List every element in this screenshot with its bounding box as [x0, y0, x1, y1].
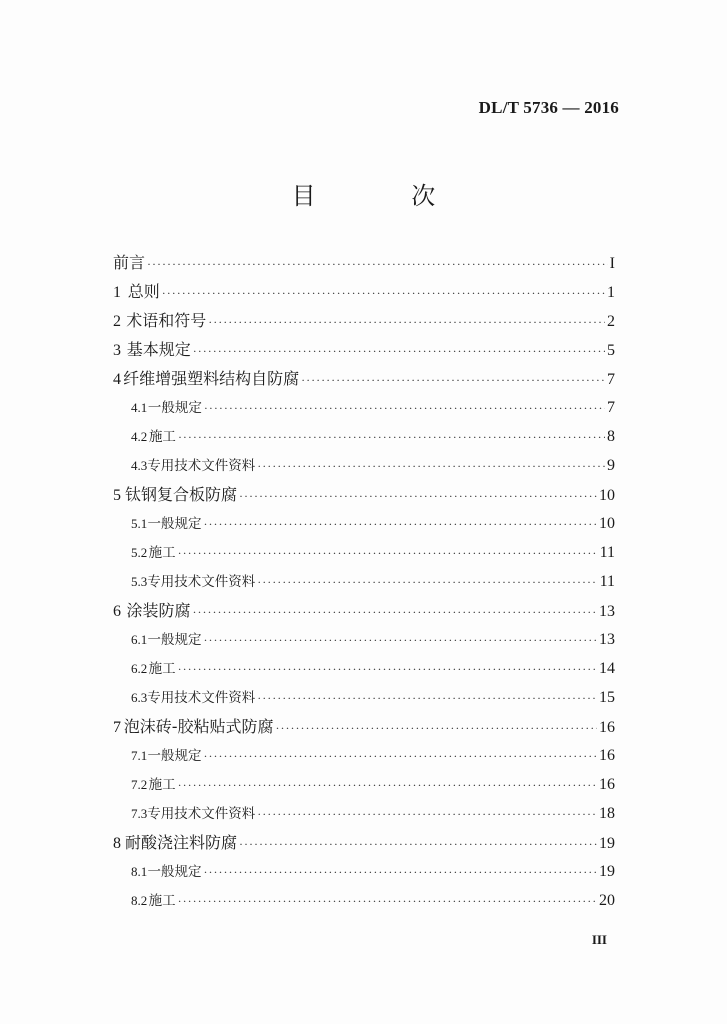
toc-entry-label: 耐酸浇注料防腐: [124, 833, 237, 852]
toc-entry-label: 专用技术文件资料: [147, 806, 256, 822]
toc-entry-number: 4: [113, 371, 121, 388]
toc-entry-page: 1: [607, 284, 615, 301]
toc-entry-label: 一般规定: [147, 516, 202, 532]
toc-entry-label: 施工: [148, 893, 176, 909]
page-title: 目 次: [291, 182, 480, 210]
toc-entry-number: 5.1: [131, 516, 148, 531]
dot-leader: [178, 423, 605, 452]
toc-entry-page: 9: [607, 457, 615, 474]
toc-entry-page: 16: [599, 719, 615, 736]
toc-entry-number: 6: [113, 603, 121, 620]
toc-entry-page: 5: [607, 342, 615, 359]
toc-entry-number: 8.1: [131, 864, 148, 879]
dot-leader: [204, 626, 597, 655]
toc-entry-number: 5.2: [131, 545, 148, 560]
toc-entry-number: 7: [113, 719, 121, 736]
dot-leader: [178, 771, 597, 800]
toc-entry-label: 专用技术文件资料: [147, 690, 256, 706]
toc-entry[interactable]: [113, 567, 615, 596]
toc-entry-number: 4.1: [131, 400, 148, 415]
toc-entry-label: 一般规定: [147, 632, 202, 648]
toc-entry-page: 20: [599, 892, 615, 909]
toc-entry-number: 6.1: [131, 632, 148, 647]
toc-entry-label: 钛钢复合板防腐: [124, 485, 237, 504]
dot-leader: [257, 800, 597, 829]
toc-entry-label: 施工: [148, 777, 176, 793]
toc-entry-page: 10: [599, 487, 615, 504]
toc-entry-number: 5.3: [131, 574, 148, 589]
toc-entry-label: 基本规定: [126, 340, 191, 359]
toc-entry-number: 5: [113, 487, 121, 504]
toc-entry-number: 7.2: [131, 777, 148, 792]
toc-entry-number: 8: [113, 835, 121, 852]
toc-entry-page: 13: [599, 631, 615, 648]
toc-entry-number: 2: [113, 313, 121, 330]
toc-entry-label: 专用技术文件资料: [147, 574, 256, 590]
toc-entry[interactable]: [113, 625, 615, 654]
dot-leader: [204, 510, 597, 539]
toc-entry[interactable]: [113, 683, 615, 712]
toc-entry-label: 纤维增强塑料结构自防腐: [123, 369, 300, 388]
toc-entry-page: 18: [599, 805, 615, 822]
toc-entry[interactable]: [113, 393, 615, 422]
toc-entry-number: 7.1: [131, 748, 148, 763]
toc-entry[interactable]: [113, 480, 615, 509]
toc-entry-number: 7.3: [131, 806, 148, 821]
dot-leader: [208, 308, 605, 337]
toc-entry[interactable]: [113, 886, 615, 915]
toc-entry[interactable]: [113, 741, 615, 770]
toc-entry-page: 11: [599, 573, 615, 590]
dot-leader: [193, 598, 597, 627]
toc-entry-number: 6.3: [131, 690, 148, 705]
toc-entry-page: 10: [599, 515, 615, 532]
toc-entry-number: 3: [113, 342, 121, 359]
toc-entry[interactable]: [113, 857, 615, 886]
toc-entry[interactable]: [113, 654, 615, 683]
standard-code: DL/T 5736 — 2016: [478, 98, 619, 117]
dot-leader: [162, 279, 605, 308]
toc-entry-label: 施工: [148, 429, 176, 445]
toc-entry[interactable]: [113, 277, 615, 306]
toc-entry-label: 前言: [113, 253, 146, 272]
toc-entry-label: 泡沫砖-胶粘贴式防腐: [123, 717, 274, 736]
toc-entry[interactable]: [113, 248, 615, 277]
dot-leader: [239, 830, 597, 859]
toc-entry[interactable]: [113, 422, 615, 451]
dot-leader: [257, 684, 597, 713]
toc-entry[interactable]: [113, 335, 615, 364]
toc-entry-label: 施工: [148, 661, 176, 677]
toc-entry-label: 施工: [148, 545, 176, 561]
toc-entry-page: 16: [599, 747, 615, 764]
dot-leader: [204, 858, 597, 887]
toc-entry-page: 15: [599, 689, 615, 706]
dot-leader: [239, 482, 597, 511]
toc-entry-page: 2: [607, 313, 615, 330]
toc-entry[interactable]: [113, 799, 615, 828]
toc-entry-page: 8: [607, 428, 615, 445]
toc-entry-number: 1: [113, 284, 121, 301]
toc-entry-label: 专用技术文件资料: [147, 458, 256, 474]
toc-entry[interactable]: [113, 306, 615, 335]
toc-entry[interactable]: [113, 538, 615, 567]
dot-leader: [204, 742, 597, 771]
toc-entry-label: 一般规定: [147, 400, 202, 416]
toc-entry-label: 一般规定: [147, 864, 202, 880]
dot-leader: [178, 539, 598, 568]
dot-leader: [276, 714, 598, 743]
dot-leader: [147, 250, 608, 279]
toc-entry-label: 涂装防腐: [126, 601, 191, 620]
toc-entry-page: I: [609, 255, 615, 272]
toc-entry[interactable]: [113, 364, 615, 393]
page-number: III: [591, 932, 607, 947]
toc-entry-page: 16: [599, 776, 615, 793]
toc-entry-number: 4.2: [131, 429, 148, 444]
toc-entry-number: 6.2: [131, 661, 148, 676]
toc-entry-page: 19: [599, 863, 615, 880]
toc-entry[interactable]: [113, 770, 615, 799]
dot-leader: [178, 887, 597, 916]
toc-entry[interactable]: [113, 451, 615, 480]
toc-entry[interactable]: [113, 712, 615, 741]
toc-entry-page: 13: [599, 603, 615, 620]
toc-entry-label: 总则: [127, 282, 160, 301]
toc-entry-page: 7: [607, 399, 615, 416]
dot-leader: [257, 568, 597, 597]
toc-entry-label: 术语和符号: [126, 311, 207, 330]
toc-entry[interactable]: [113, 509, 615, 538]
table-of-contents: [113, 248, 615, 915]
dot-leader: [193, 337, 605, 366]
toc-entry-page: 7: [607, 371, 615, 388]
toc-entry[interactable]: [113, 828, 615, 857]
toc-entry-number: 4.3: [131, 458, 148, 473]
toc-entry[interactable]: [113, 596, 615, 625]
toc-entry-page: 14: [599, 660, 615, 677]
dot-leader: [204, 394, 605, 423]
toc-entry-page: 11: [599, 544, 615, 561]
toc-entry-label: 一般规定: [147, 748, 202, 764]
toc-entry-page: 19: [599, 835, 615, 852]
dot-leader: [301, 366, 605, 395]
dot-leader: [178, 655, 597, 684]
dot-leader: [257, 452, 605, 481]
toc-entry-number: 8.2: [131, 893, 148, 908]
